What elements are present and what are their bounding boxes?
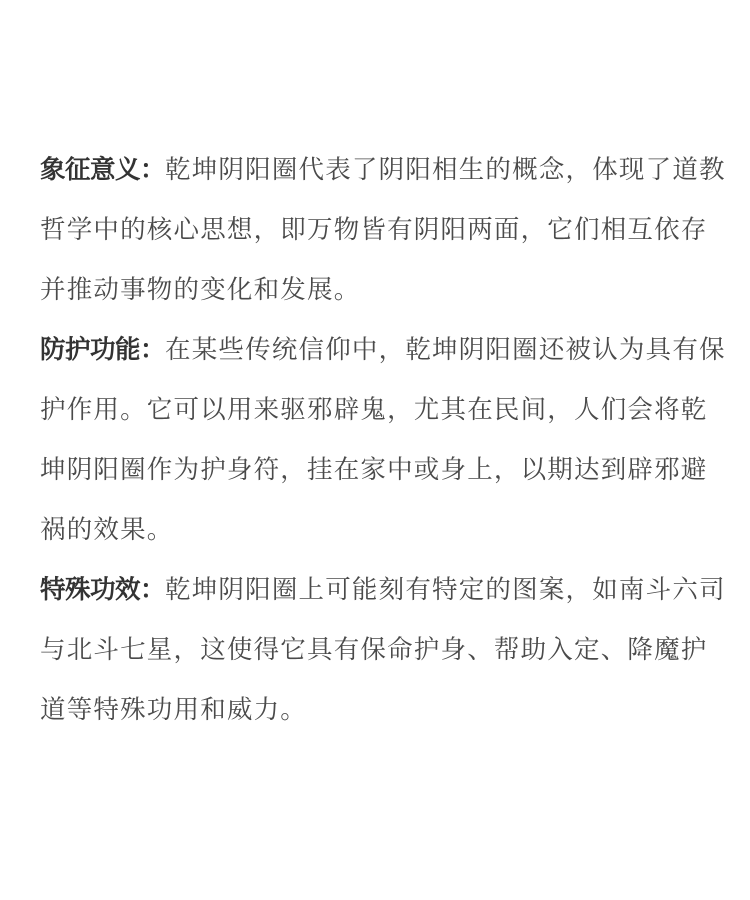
section-body-protective-function: 在某些传统信仰中，乾坤阴阳圈还被认为具有保护作用。它可以用来驱邪辟鬼，尤其在民间，人们会将乾坤阴阳圈作为护身符，挂在家中或身上，以期达到辟邪避祸的效果。: [40, 335, 726, 545]
section-body-special-effects: 乾坤阴阳圈上可能刻有特定的图案，如南斗六司与北斗七星，这使得它具有保命护身、帮助入定、降魔护道等特殊功用和威力。: [40, 575, 726, 725]
article-content: [40, 140, 726, 740]
section-heading-protective-function: 防护功能：: [40, 335, 166, 365]
paragraph-symbolic-meaning: [40, 140, 726, 320]
paragraph-special-effects: [40, 560, 726, 740]
section-heading-special-effects: 特殊功效：: [40, 575, 166, 605]
paragraph-protective-function: [40, 320, 726, 560]
section-body-symbolic-meaning: 乾坤阴阳圈代表了阴阳相生的概念，体现了道教哲学中的核心思想，即万物皆有阴阳两面，它们相互依存并推动事物的变化和发展。: [40, 155, 726, 305]
section-heading-symbolic-meaning: 象征意义：: [40, 155, 166, 185]
